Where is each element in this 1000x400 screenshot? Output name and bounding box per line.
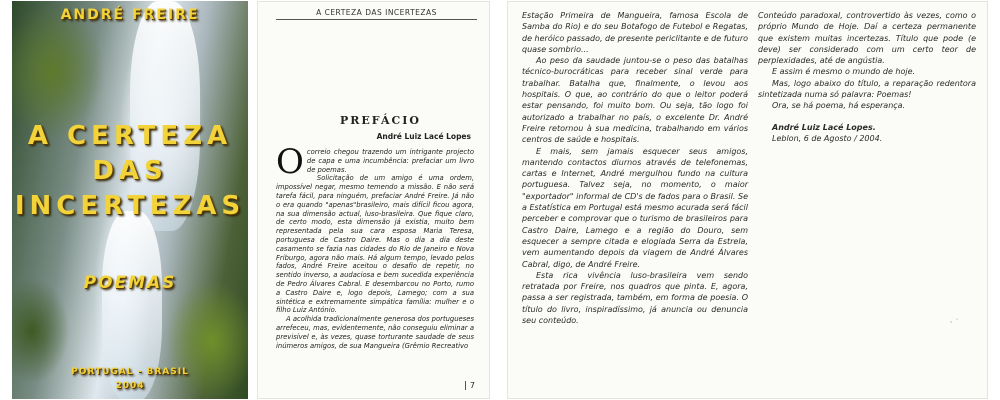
body-paragraph: Esta rica vivência luso-brasileira vem sendo retratada por Freire, nos quadros que pinta. E, agora, passa a ser registrada, também, em forma de poesia. O título do livro, inspiradíssimo, já anuncia ou denuncia seu conteúdo. [522, 270, 748, 326]
running-header: A CERTEZA DAS INCERTEZAS [276, 8, 477, 20]
preface-body [276, 142, 474, 350]
right-column [758, 10, 976, 144]
body-paragraph: Mas, logo abaixo do título, a reparação redentora sintetizada numa só palavra: Poemas! [758, 78, 976, 100]
left-column [522, 10, 748, 326]
cover-place: PORTUGAL - BRASIL [71, 367, 189, 377]
drop-cap: O [276, 142, 304, 182]
signature: André Luiz Lacé Lopes. [772, 122, 876, 132]
cover-subtitle: POEMAS [83, 273, 177, 293]
body-paragraph: Ora, se há poema, há esperança. [772, 101, 906, 111]
body-paragraph: E assim é mesmo o mundo de hoje. [772, 67, 916, 77]
page-mark: · ˙ [949, 318, 959, 327]
preface-paragraph: A acolhida tradicionalmente generosa dos portugueses arrefeceu, mas, evidentemente, não conseguiu eliminar a previsível e, às vezes, quase torturante saudade de seus inúmeros amigos, de sua Mangueira (Grêmio Recreativo [276, 315, 474, 350]
continuation-page [507, 1, 988, 399]
preface-author: André Luiz Lacé Lopes [376, 132, 471, 141]
body-paragraph: Estação Primeira de Mangueira, famosa Escola de Samba do Rio) e do seu Botafogo de Futebol e Regatas, de heróico passado, de presente periclitante e de futuro quase sombrio... [522, 11, 748, 54]
preface-paragraph: correio chegou trazendo um intrigante projecto de capa e uma incumbência: prefaciar um livro de poemas. [306, 148, 474, 174]
preface-paragraph: Solicitação de um amigo é uma ordem, impossível negar, mesmo temendo a missão. E não será tarefa fácil, para ninguém, prefaciar André Freire. Já não o era quando "apenas"brasileiro, mais difícil ficou agora, na sua dimensão actual, luso-brasileira. Que fique claro, de certo modo, esta dimensão já existia, muito bem representada pela sua cara esposa Maria Teresa, portuguesa de Castro Daire. Mas o dia a dia deste casamento se fazia nas cidades do Rio de Janeiro e Nova Friburgo, agora não mais. Há algum tempo, levado pelos fados, André Freire aceitou o desafio de repetir, no sentido inverso, a audaciosa e bem sucedida experiência de Pedro Álvares Cabral. E desembarcou no Porto, rumo a Castro Daire e, logo depois, Lamego; com a sua sintética e extremamente simpática família: mulher e o filho Luiz António. [276, 174, 474, 315]
preface-page [257, 1, 490, 399]
body-paragraph: Conteúdo paradoxal, controvertido às vezes, como o próprio Mundo de Hoje. Daí a certeza permanente que existem muitas incertezas. Título que pode (e deve) ser considerado com um certo teor de perplexidades, até de angústia. [758, 11, 976, 66]
body-paragraph: Ao peso da saudade juntou-se o peso das batalhas técnico-burocráticas para receber sinal verde para trabalhar. Batalha que, finalmente, o levou aos hospitais. O que, ao contrário do que o leitor poderá estar pensando, foi muito bom. Ou seja, tão logo foi autorizado a trabalhar no país, o excelente Dr. André Freire retornou à sua medicina, trabalhando em vários centros de saúde e hospitais. [522, 56, 748, 145]
preface-title: PREFÁCIO [340, 114, 421, 127]
body-paragraph: E mais, sem jamais esquecer seus amigos, mantendo contactos diurnos através de telefonemas, cartas e Internet, André mergulhou fundo na cultura portuguesa. Talvez seja, no momento, o maior "exportador" informal de CD's de fados para o Brasil. Se a Estatística em Portugal está mesmo acurada será fácil perceber e comprovar que o turismo de brasileiros para Castro Daire, Lamego e a região do Douro, sem esquecer a sempre citada e elogiada Serra da Estrela, vem aumentando depois da viagem de André Álvares Cabral, digo, de André Freire. [522, 146, 748, 269]
cover-title-line-2: DAS [92, 156, 168, 186]
cover-title-line-3: INCERTEZAS [14, 191, 246, 221]
cover-author: ANDRÉ FREIRE [60, 7, 200, 23]
signature-place: Leblon, 6 de Agosto / 2004. [772, 133, 883, 143]
page-number: 7 [465, 381, 475, 390]
cover-year: 2004 [115, 381, 145, 391]
right-paragraphs [758, 10, 976, 112]
cover-title-line-1: A CERTEZA [27, 121, 233, 151]
book-cover [12, 1, 248, 399]
